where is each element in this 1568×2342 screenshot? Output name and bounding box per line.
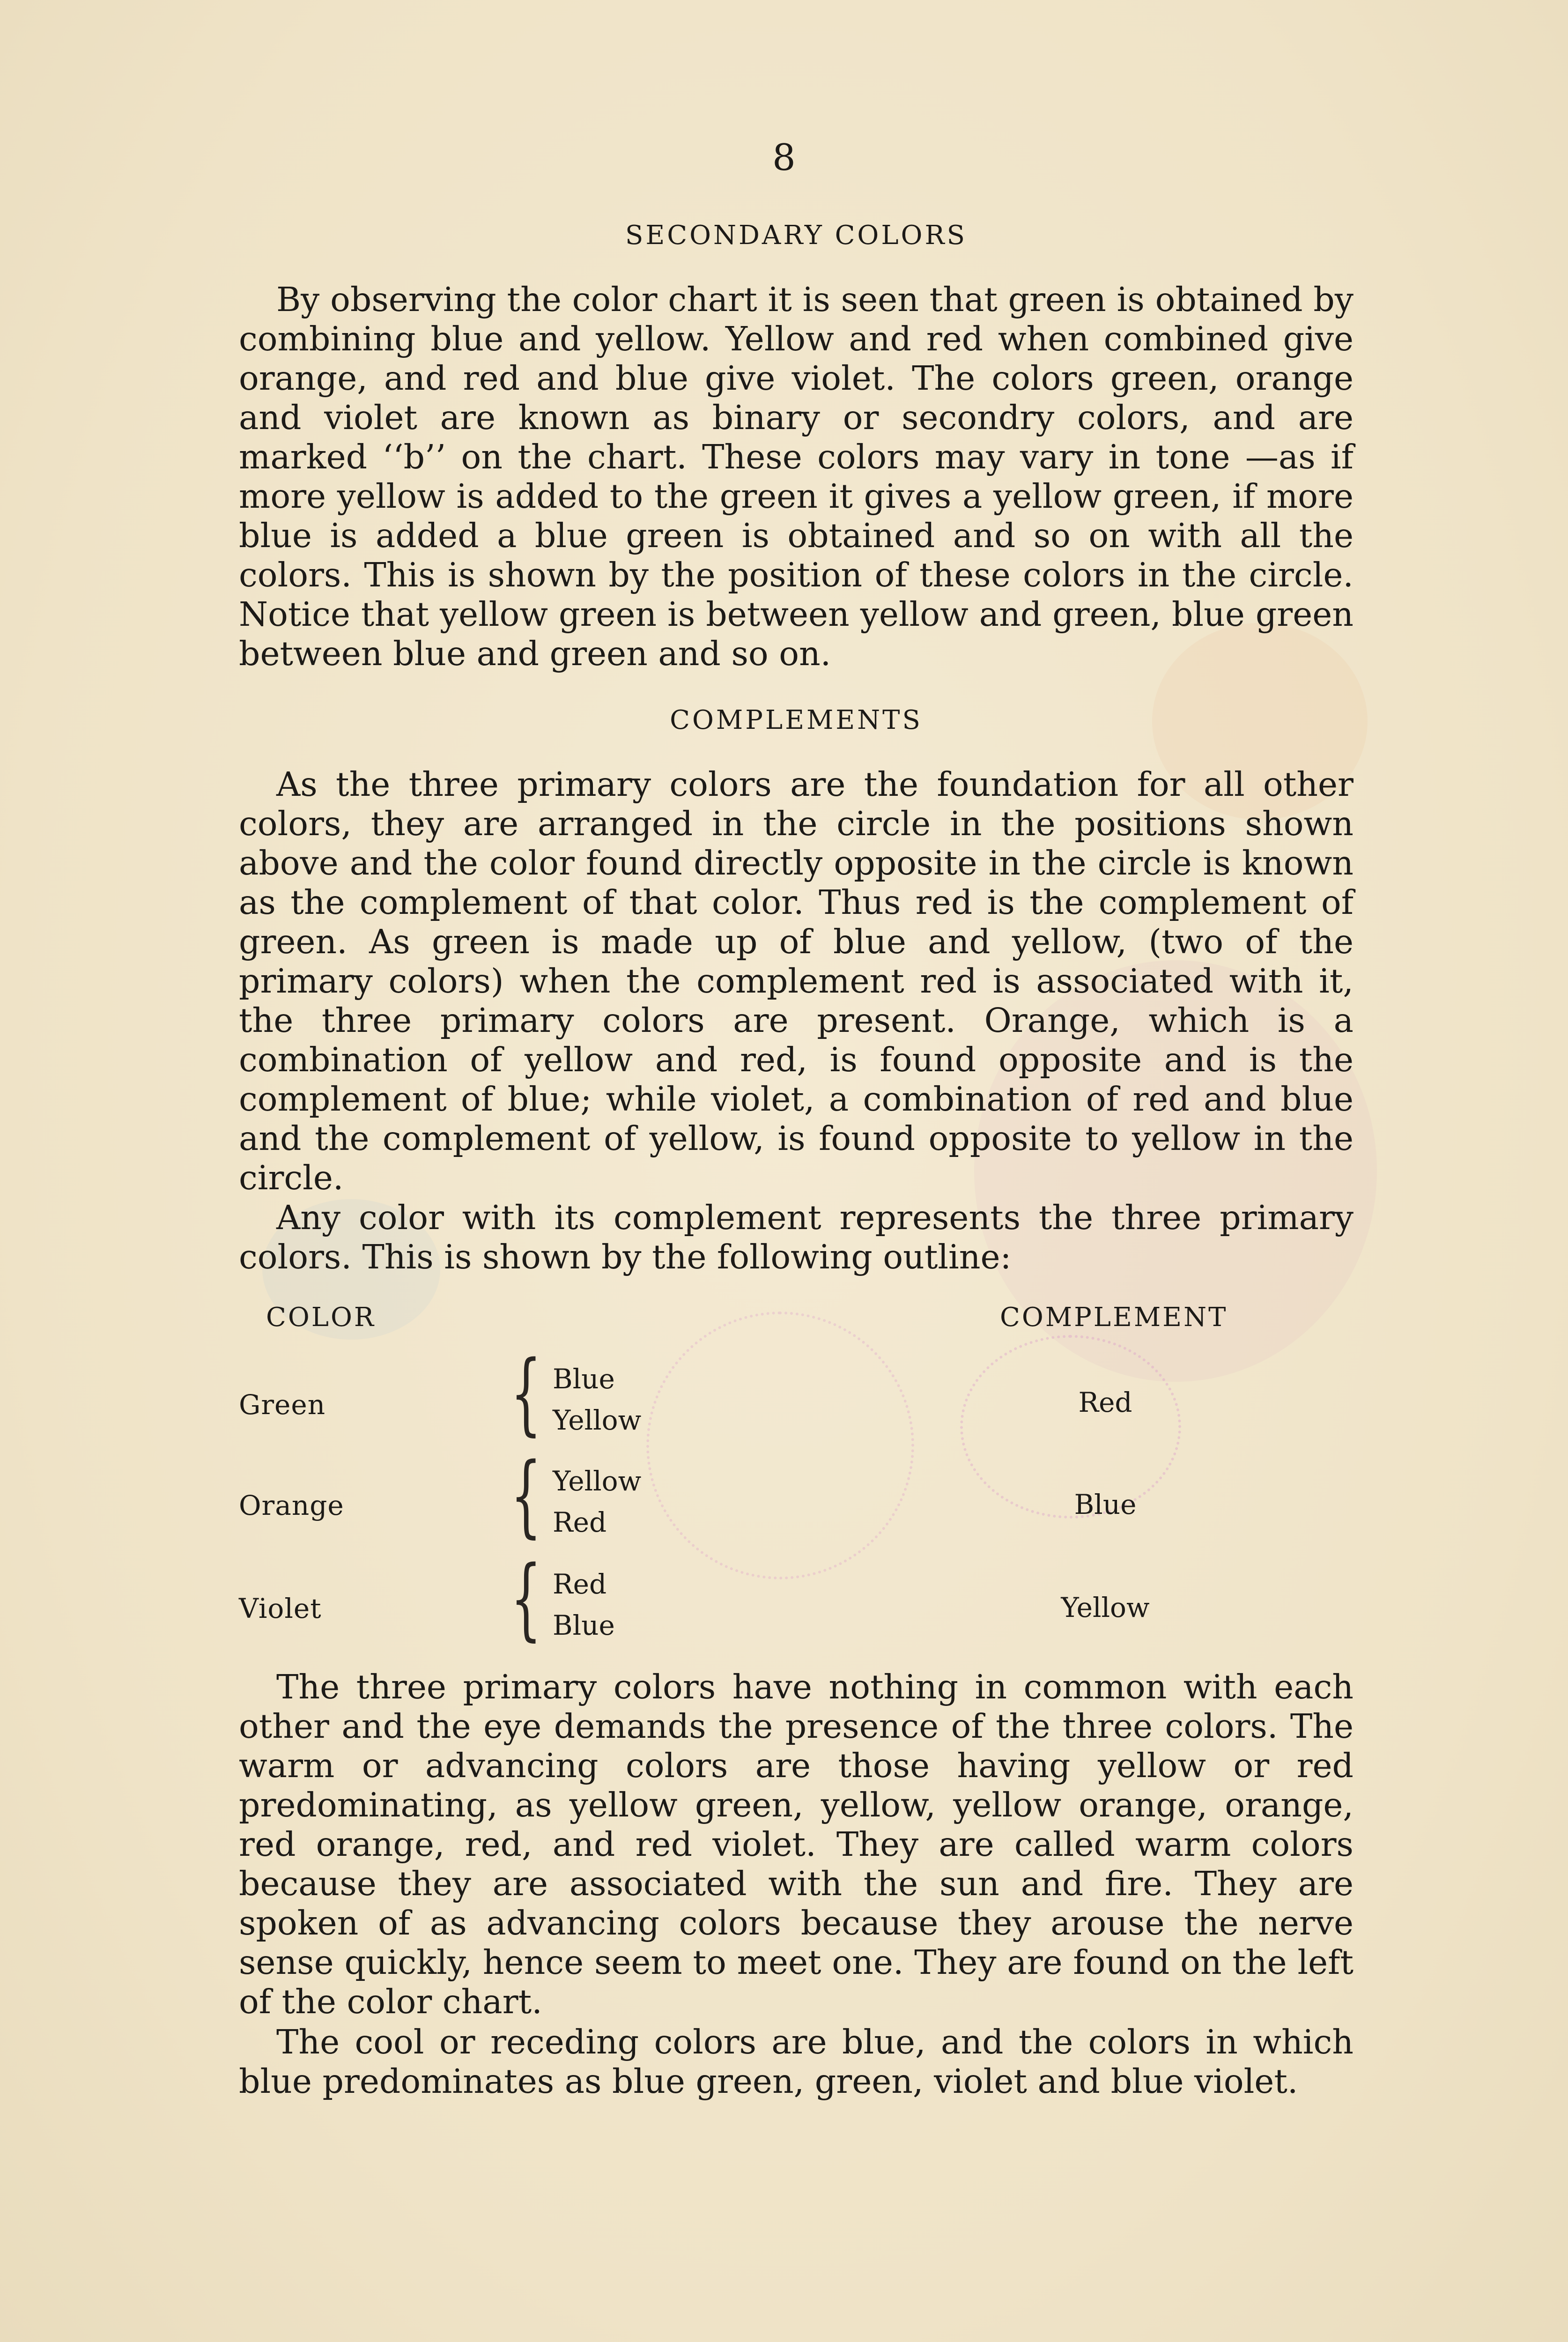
paragraph-warm-colors: The three primary colors have nothing in common with each other and the eye demands the presence of the three colors. The warm or advancing colors are those having yellow or red predominating, as yellow green, yellow, yellow orange, orange, red orange, red, and red violet. They are called warm colors because they are associated with the sun and fire. They are spoken of as advancing colors because they arouse the nerve sense quickly, hence seem to meet one. They are found on the left of the color chart. — [239, 1668, 1354, 2021]
outline-component-list — [553, 1564, 615, 1646]
outline-component: Blue — [553, 1609, 615, 1641]
outline-component-list — [553, 1358, 641, 1441]
outline-row-complement: Yellow — [1061, 1592, 1150, 1623]
outline-header-color: COLOR — [266, 1302, 376, 1333]
outline-row-color: Orange — [239, 1490, 344, 1521]
outline-component: Red — [553, 1506, 607, 1538]
outline-component: Red — [553, 1568, 607, 1600]
paragraph-secondary-colors: By observing the color chart it is seen that green is obtained by combining blue and yellow. Yellow and red when combined give orange, and red and blue give violet. The colors green, orange and violet are known as binary or secondry colors, and are marked ‘‘b’’ on the chart. These colors may vary in tone —as if more yellow is added to the green it gives a yellow green, if more blue is added a blue green is obtained and so on with all the colors. This is shown by the position of these colors in the circle. Notice that yellow green is between yellow and green, blue green between blue and green and so on. — [239, 280, 1354, 673]
paragraph-complements: As the three primary colors are the foundation for all other colors, they are arranged in the circle in the positions shown above and the color found directly opposite in the circle is known as the complement of that color. Thus red is the complement of green. As green is made up of blue and yellow, (two of the primary colors) when the complement red is associated with it, the three primary colors are present. Orange, which is a combination of yellow and red, is found opposite and is the complement of blue; while violet, a combination of red and blue and the complement of yellow, is found opposite to yellow in the circle. — [239, 765, 1354, 1197]
brace-symbol: { — [510, 1341, 542, 1445]
paragraph-outline-intro: Any color with its complement represents the three primary colors. This is shown by the following outline: — [239, 1198, 1354, 1276]
outline-component: Blue — [553, 1363, 615, 1395]
brace-symbol: { — [510, 1444, 542, 1547]
outline-row-color: Green — [239, 1389, 326, 1421]
outline-row-complement: Blue — [1074, 1489, 1137, 1520]
brace-symbol: { — [510, 1547, 542, 1650]
outline-header-complement: COMPLEMENT — [1000, 1302, 1228, 1333]
page-number: 8 — [772, 137, 796, 179]
outline-component: Yellow — [553, 1404, 642, 1436]
paragraph-cool-colors: The cool or receding colors are blue, and the colors in which blue predominates as blue green, green, violet and blue violet. — [239, 2023, 1354, 2101]
outline-row-complement: Red — [1078, 1386, 1132, 1418]
outline-row-color: Violet — [239, 1593, 322, 1624]
outline-component: Yellow — [553, 1465, 642, 1497]
heading-complements: COMPLEMENTS — [670, 705, 923, 735]
outline-component-list — [553, 1460, 641, 1543]
ink-stamp-mark — [646, 1312, 914, 1579]
heading-secondary-colors: SECONDARY COLORS — [625, 220, 967, 251]
